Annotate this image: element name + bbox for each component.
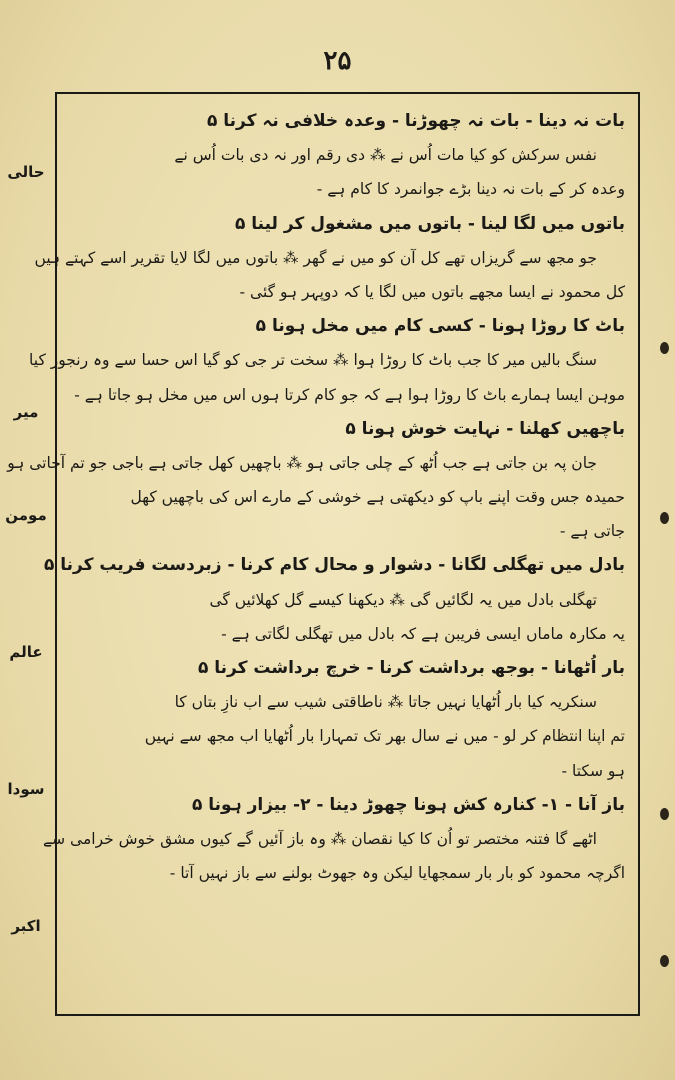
example-sentence: وعدہ کر کے بات نہ دینا بڑے جوانمرد کا کام ہے -: [316, 180, 625, 199]
page-number: ۲۵: [323, 46, 352, 76]
binding-hole: [660, 955, 669, 967]
verse-line: جان پہ بن جاتی ہے جب اُٹھ کے چلی جاتی ہو ⁂ باچھیں کھل جاتی ہے باجی جو تم آجاتی ہو: [7, 453, 597, 472]
entry-heading: بار اُٹھانا - بوجھ برداشت کرنا - خرچ برداشت کرنا ۵: [197, 658, 625, 678]
binding-hole: [660, 808, 669, 820]
poet-name: مومن: [5, 506, 47, 524]
verse-line: نفس سرکش کو کیا مات اُس نے ⁂ دی رقم اور نہ دی بات اُس نے: [174, 146, 597, 165]
entry-heading: باز آنا - ۱- کنارہ کش ہونا چھوڑ دینا - ۲- بیزار ہونا ۵: [191, 794, 625, 815]
verse-line: سنگ بالیں میر کا جب باٹ کا روڑا ہوا ⁂ سخت تر جی کو گیا اس حسا سے وہ رنجور کیا: [29, 351, 597, 370]
example-sentence: اگرچہ محمود کو بار بار سمجھایا لیکن وہ جھوٹ بولنے سے باز نہیں آتا -: [169, 864, 625, 883]
entry-heading: بات نہ دینا - بات نہ چھوڑنا - وعدہ خلافی نہ کرنا ۵: [206, 111, 625, 131]
example-sentence: حمیدہ جس وقت اپنے باپ کو دیکھتی ہے خوشی کے مارے اس کی باچھیں کھل: [130, 488, 625, 507]
poet-name: اکبر: [11, 917, 41, 935]
poet-name: حالی: [7, 163, 45, 181]
example-sentence: جاتی ہے -: [559, 522, 625, 541]
example-sentence: یہ مکارہ ماماں ایسی فریبن ہے کہ بادل میں تھگلی لگاتی ہے -: [221, 624, 625, 643]
entry-heading: بادل میں تھگلی لگانا - دشوار و محال کام کرنا - زبردست فریب کرنا ۵: [43, 555, 625, 576]
entry-heading: باچھیں کھلنا - نہایت خوش ہونا ۵: [345, 418, 625, 439]
verse-line: اٹھے گا فتنہ مختصر تو اُن کا کیا نقصان ⁂ وہ باز آئیں گے کیوں مشق خوش خرامی سے: [43, 829, 597, 848]
verse-line: جو مجھ سے گریزاں تھے کل آن کو میں نے گھر ⁂ باتوں میں لگا لایا تقریر اسے کہتے ہیں: [34, 248, 597, 267]
entry-heading: باٹ کا روڑا ہونا - کسی کام میں مخل ہونا ۵: [255, 316, 625, 337]
poet-name: سودا: [7, 780, 45, 798]
poet-name: عالم: [9, 643, 43, 661]
binding-hole: [660, 512, 669, 524]
binding-hole: [660, 342, 669, 354]
verse-line: سنکریہ کیا بار اُٹھایا نہیں جاتا ⁂ ناطاقتی شیب سے اب نازِ بتاں کا: [174, 693, 597, 712]
poet-name: میر: [13, 403, 39, 421]
example-sentence: کل محمود نے ایسا مجھے باتوں میں لگا یا کہ دوپہر ہو گئی -: [239, 282, 625, 301]
example-sentence: ہو سکتا -: [561, 761, 625, 780]
entry-heading: باتوں میں لگا لینا - باتوں میں مشغول کر لینا ۵: [234, 213, 625, 234]
example-sentence: تم اپنا انتظام کر لو - میں نے سال بھر تک تمہارا بار اُٹھایا اب مجھ سے نہیں: [144, 727, 625, 746]
example-sentence: موہن ایسا ہمارے باٹ کا روڑا ہوا ہے کہ جو کام کرتا ہوں اس میں مخل ہو جاتا ہے -: [74, 385, 625, 404]
verse-line: تھگلی بادل میں یہ لگائیں گی ⁂ دیکھنا کیسے گل کھلائیں گی: [209, 590, 597, 609]
